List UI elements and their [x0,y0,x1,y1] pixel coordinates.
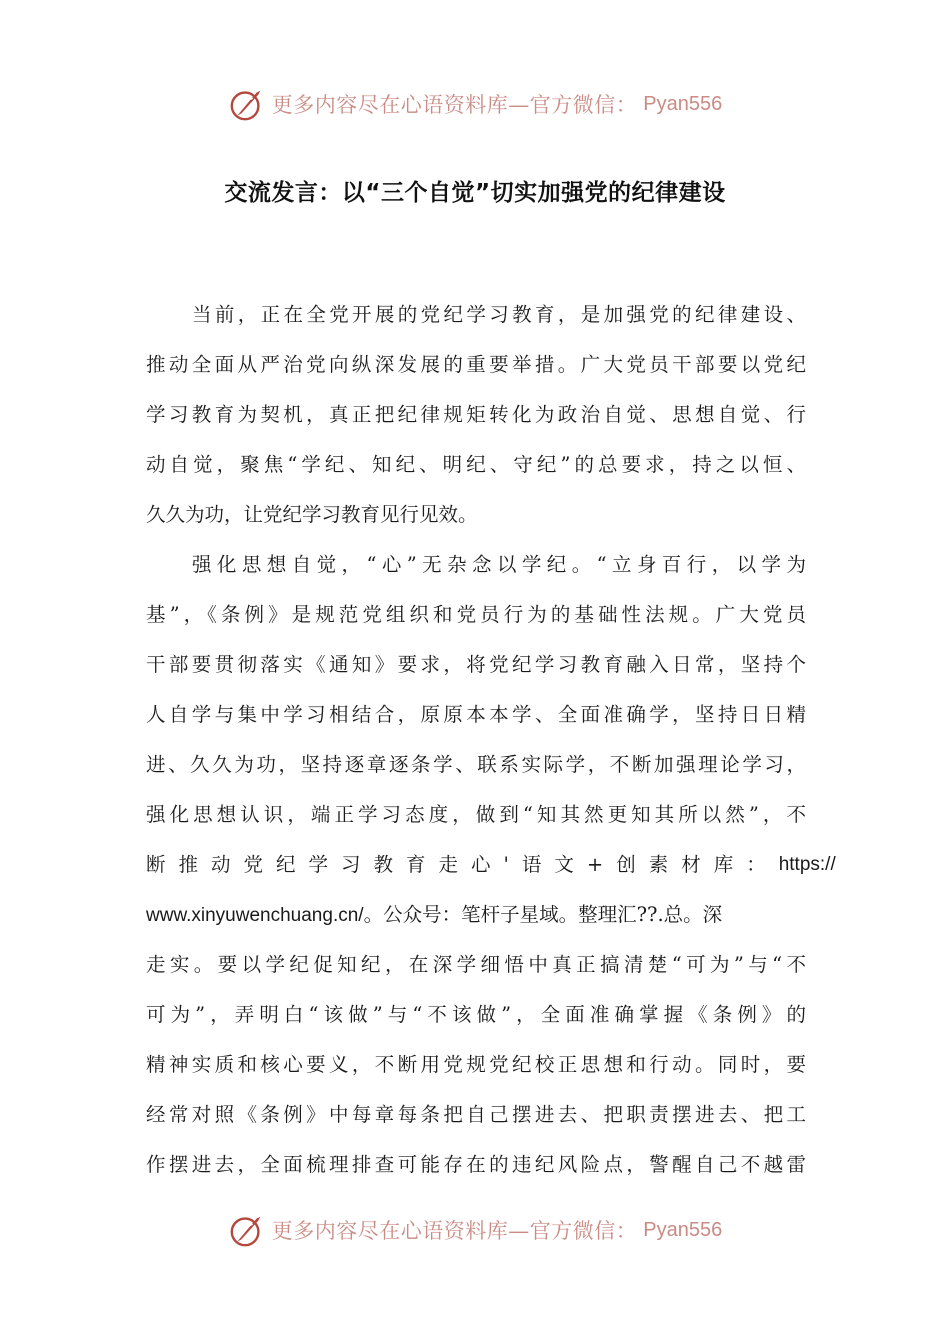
paragraph-line: 强化思想认识，端正学习态度，做到“知其然更知其所以然”，不 [146,803,806,826]
url-fragment: https:// [778,854,836,875]
paragraph-line: 久久为功，让党纪学习教育见行见效。 [146,503,478,526]
header-banner [0,80,950,128]
document-title: 交流发言：以“三个自觉”切实加强党的纪律建设 [224,180,726,206]
paragraph-line: 作摆进去，全面梳理排查可能存在的违纪风险点，警醒自己不越雷 [146,1153,806,1176]
footer-banner [0,1206,950,1254]
paragraph-line: 动自觉，聚焦“学纪、知纪、明纪、守纪”的总要求，持之以恒、 [146,453,806,476]
paragraph-line: 推动全面从严治党向纵深发展的重要举措。广大党员干部要以党纪 [146,353,806,376]
banner-text: 更多内容尽在心语资料库—官方微信： [271,93,638,117]
paragraph-line: 强化思想自觉，“心”无杂念以学纪。“立身百行，以学为 [192,553,806,576]
quill-logo-icon [228,85,266,123]
paragraph-line: 经常对照《条例》中每章每条把自己摆进去、把职责摆进去、把工 [146,1103,806,1126]
paragraph-line: 走实。要以学纪促知纪，在深学细悟中真正搞清楚“可为”与“不 [146,953,806,976]
paragraph-line: 干部要贯彻落实《通知》要求，将党纪学习教育融入日常，坚持个 [146,653,806,676]
banner-wechat-id: Pyan556 [643,92,723,115]
paragraph-line: 可为”，弄明白“该做”与“不该做”，全面准确掌握《条例》的 [146,1003,806,1026]
paragraph-line: 当前，正在全党开展的党纪学习教育，是加强党的纪律建设、 [192,303,806,326]
quill-logo-icon [228,1211,266,1249]
banner-text: 更多内容尽在心语资料库—官方微信： [271,1219,638,1243]
paragraph-text: 断推动党纪学习教育走心'语文+创素材库： [146,853,779,876]
paragraph-line: 学习教育为契机，真正把纪律规矩转化为政治自觉、思想自觉、行 [146,403,806,426]
paragraph-line-with-url [146,895,806,935]
paragraph-text: 。公众号：笔杆子星域。整理汇??.总。深 [363,903,723,926]
banner-wechat-id: Pyan556 [643,1218,723,1241]
paragraph-line: 基”，《条例》是规范党组织和党员行为的基础性法规。广大党员 [146,603,806,626]
paragraph-line: 进、久久为功，坚持逐章逐条学、联系实际学，不断加强理论学习， [146,753,806,776]
paragraph-line: 人自学与集中学习相结合，原原本本学、全面准确学，坚持日日精 [146,703,806,726]
url-fragment: www.xinyuwenchuang.cn/ [146,905,364,926]
paragraph-line-with-url [146,845,836,885]
paragraph-line: 精神实质和核心要义，不断用党规党纪校正思想和行动。同时，要 [146,1053,806,1076]
